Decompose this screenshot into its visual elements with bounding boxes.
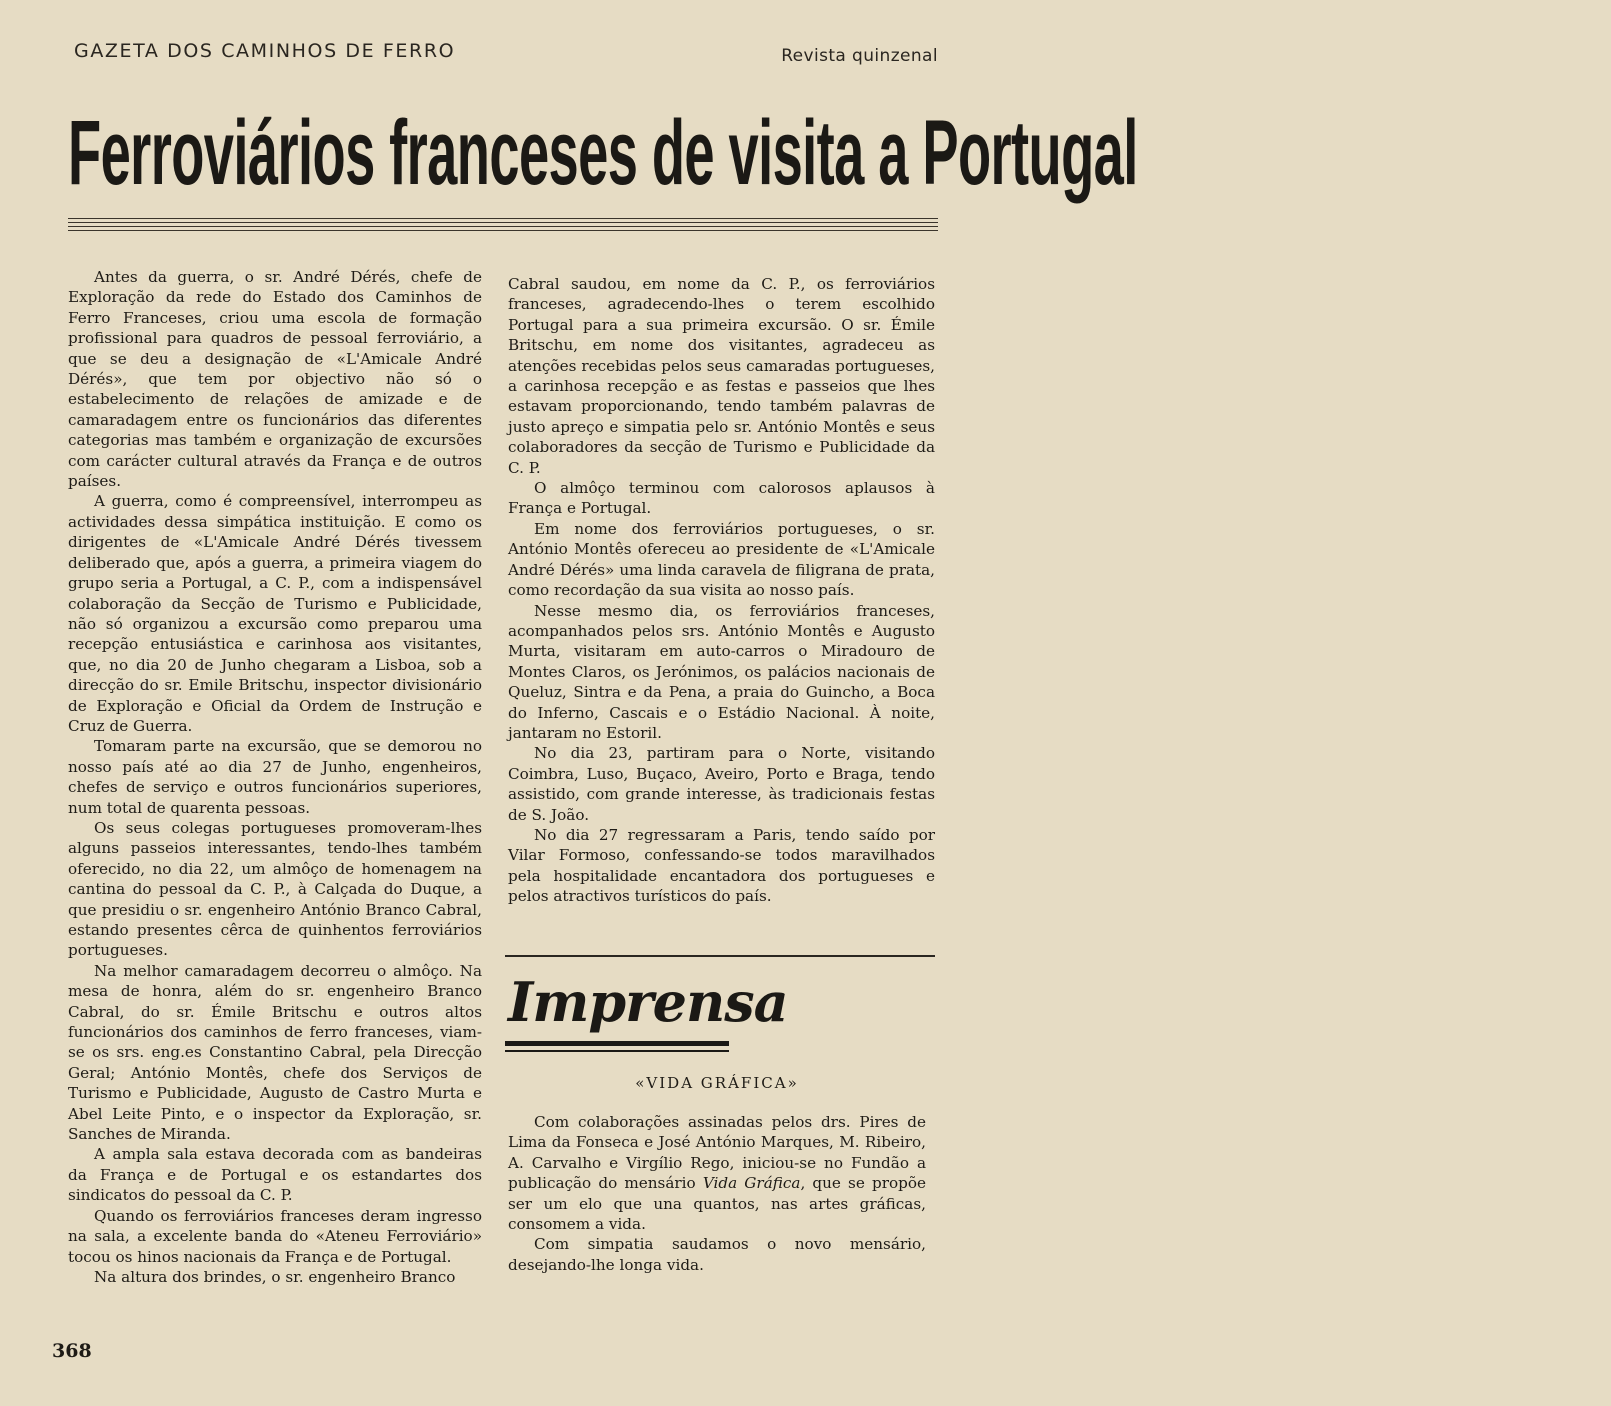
section-title-underline (505, 1041, 729, 1046)
paragraph: Cabral saudou, em nome da C. P., os ferroviários franceses, agradecendo-lhes o terem escolhido Portugal para a sua primeira excursão. O sr. Émile Britschu, em nome dos visitantes, agradeceu as atenções recebidas pelos seus camaradas portugueses, a carinhosa recepção e as festas e passeios que lhes estavam proporcionando, tendo também palavras de justo apreço e simpatia pelo sr. António Montês e seus colaboradores da secção de Turismo e Publicidade da C. P. (508, 275, 935, 477)
article-title-text: Ferroviários franceses de visita a Portugal (68, 102, 1138, 204)
paragraph: Em nome dos ferroviários portugueses, o sr. António Montês ofereceu ao presidente de «L'Amicale André Dérés» uma linda caravela de filigrana de prata, como recordação da sua visita ao nosso país. (508, 519, 935, 600)
paragraph: A guerra, como é compreensível, interrompeu as actividades dessa simpática instituição. E como os dirigentes de «L'Amicale André Dérés tivessem deliberado que, após a guerra, a primeira viagem do grupo seria a Portugal, a C. P., com a indispensável colaboração da Secção de Turismo e Publicidade, não só organizou a excursão como preparou uma recepção entusiástica e carinhosa aos visitantes, que, no dia 20 de Junho chegaram a Lisboa, sob a direcção do sr. Emile Britschu, inspector divisionário de Exploração e Oficial da Ordem de Instrução e Cruz de Guerra. (68, 492, 482, 735)
paragraph: No dia 23, partiram para o Norte, visitando Coimbra, Luso, Buçaco, Aveiro, Porto e Braga, tendo assistido, com grande interesse, às tradicionais festas de S. João. (508, 744, 935, 824)
title-rule (68, 226, 938, 227)
page-number: 368 (52, 1340, 92, 1362)
publication-title: Vida Gráfica (702, 1174, 801, 1193)
section-divider (505, 955, 935, 957)
text-run: , que se propõe ser um elo que una quantos, nas artes gráficas, consomem a vida. (508, 1174, 926, 1234)
title-rule (68, 218, 938, 219)
paragraph: O almôço terminou com calorosos aplausos à França e Portugal. (508, 479, 935, 518)
paragraph: Na melhor camaradagem decorreu o almôço. Na mesa de honra, além do sr. engenheiro Branco Cabral, do sr. Émile Britschu e outros altos funcionários dos caminhos de ferro franceses, viam-se os srs. eng.es Constantino Cabral, pela Direcção Geral; António Montês, chefe dos Serviços de Turismo e Publicidade, Augusto de Castro Murta e Abel Leite Pinto, e o inspector da Exploração, sr. Sanches de Miranda. (68, 961, 482, 1144)
imprensa-body (508, 1112, 926, 1275)
publication-frequency: Revista quinzenal (781, 46, 938, 66)
paragraph (508, 1112, 926, 1234)
article-column-right (508, 274, 935, 907)
imprensa-subheading: «VIDA GRÁFICA» (635, 1074, 799, 1092)
imprensa-section-title: Imprensa (508, 970, 788, 1034)
paragraph: Na altura dos brindes, o sr. engenheiro Branco (94, 1267, 456, 1286)
paragraph: Os seus colegas portugueses promoveram-lhes alguns passeios interessantes, tendo-lhes também oferecido, no dia 22, um almôço de homenagem na cantina do pessoal da C. P., à Calçada do Duque, a que presidiu o sr. engenheiro António Branco Cabral, estando presentes cêrca de quinhentos ferroviários portugueses. (68, 818, 482, 960)
article-column-left (68, 267, 482, 1287)
publication-name: GAZETA DOS CAMINHOS DE FERRO (74, 40, 456, 62)
text-run: Com colaborações assinadas pelos drs. Pires de Lima da Fonseca e José António Marques, M. Ribeiro, A. Carvalho e Virgílio Rego, iniciou-se no Fundão a publicação do mensário (508, 1113, 926, 1193)
article-title (68, 98, 1138, 208)
title-rule (68, 230, 938, 231)
title-rule (68, 222, 938, 223)
paragraph: Quando os ferroviários franceses deram ingresso na sala, a excelente banda do «Ateneu Ferroviário» tocou os hinos nacionais da França e de Portugal. (68, 1206, 482, 1266)
section-title-underline (505, 1050, 729, 1052)
paragraph: A ampla sala estava decorada com as bandeiras da França e de Portugal e os estandartes dos sindicatos do pessoal da C. P. (68, 1145, 482, 1205)
paragraph: No dia 27 regressaram a Paris, tendo saído por Vilar Formoso, confessando-se todos maravilhados pela hospitalidade encantadora dos portugueses e pelos atractivos turísticos do país. (508, 825, 935, 906)
paragraph: Nesse mesmo dia, os ferroviários franceses, acompanhados pelos srs. António Montês e Augusto Murta, visitaram em auto-carros o Miradouro de Montes Claros, os Jerónimos, os palácios nacionais de Queluz, Sintra e da Pena, a praia do Guincho, a Boca do Inferno, Cascais e o Estádio Nacional. À noite, jantaram no Estoril. (508, 601, 935, 742)
paragraph: Antes da guerra, o sr. André Dérés, chefe de Exploração da rede do Estado dos Caminhos de Ferro Franceses, criou uma escola de formação profissional para quadros de pessoal ferroviário, a que se deu a designação de «L'Amicale André Dérés», que tem por objectivo não só o estabelecimento de relações de amizade e de camaradagem entre os funcionários das diferentes categorias mas também e organização de excursões com carácter cultural através da França e de outros países. (68, 268, 482, 491)
paragraph: Tomaram parte na excursão, que se demorou no nosso país até ao dia 27 de Junho, engenheiros, chefes de serviço e outros funcionários superiores, num total de quarenta pessoas. (68, 737, 482, 817)
paragraph: Com simpatia saudamos o novo mensário, desejando-lhe longa vida. (508, 1235, 926, 1274)
